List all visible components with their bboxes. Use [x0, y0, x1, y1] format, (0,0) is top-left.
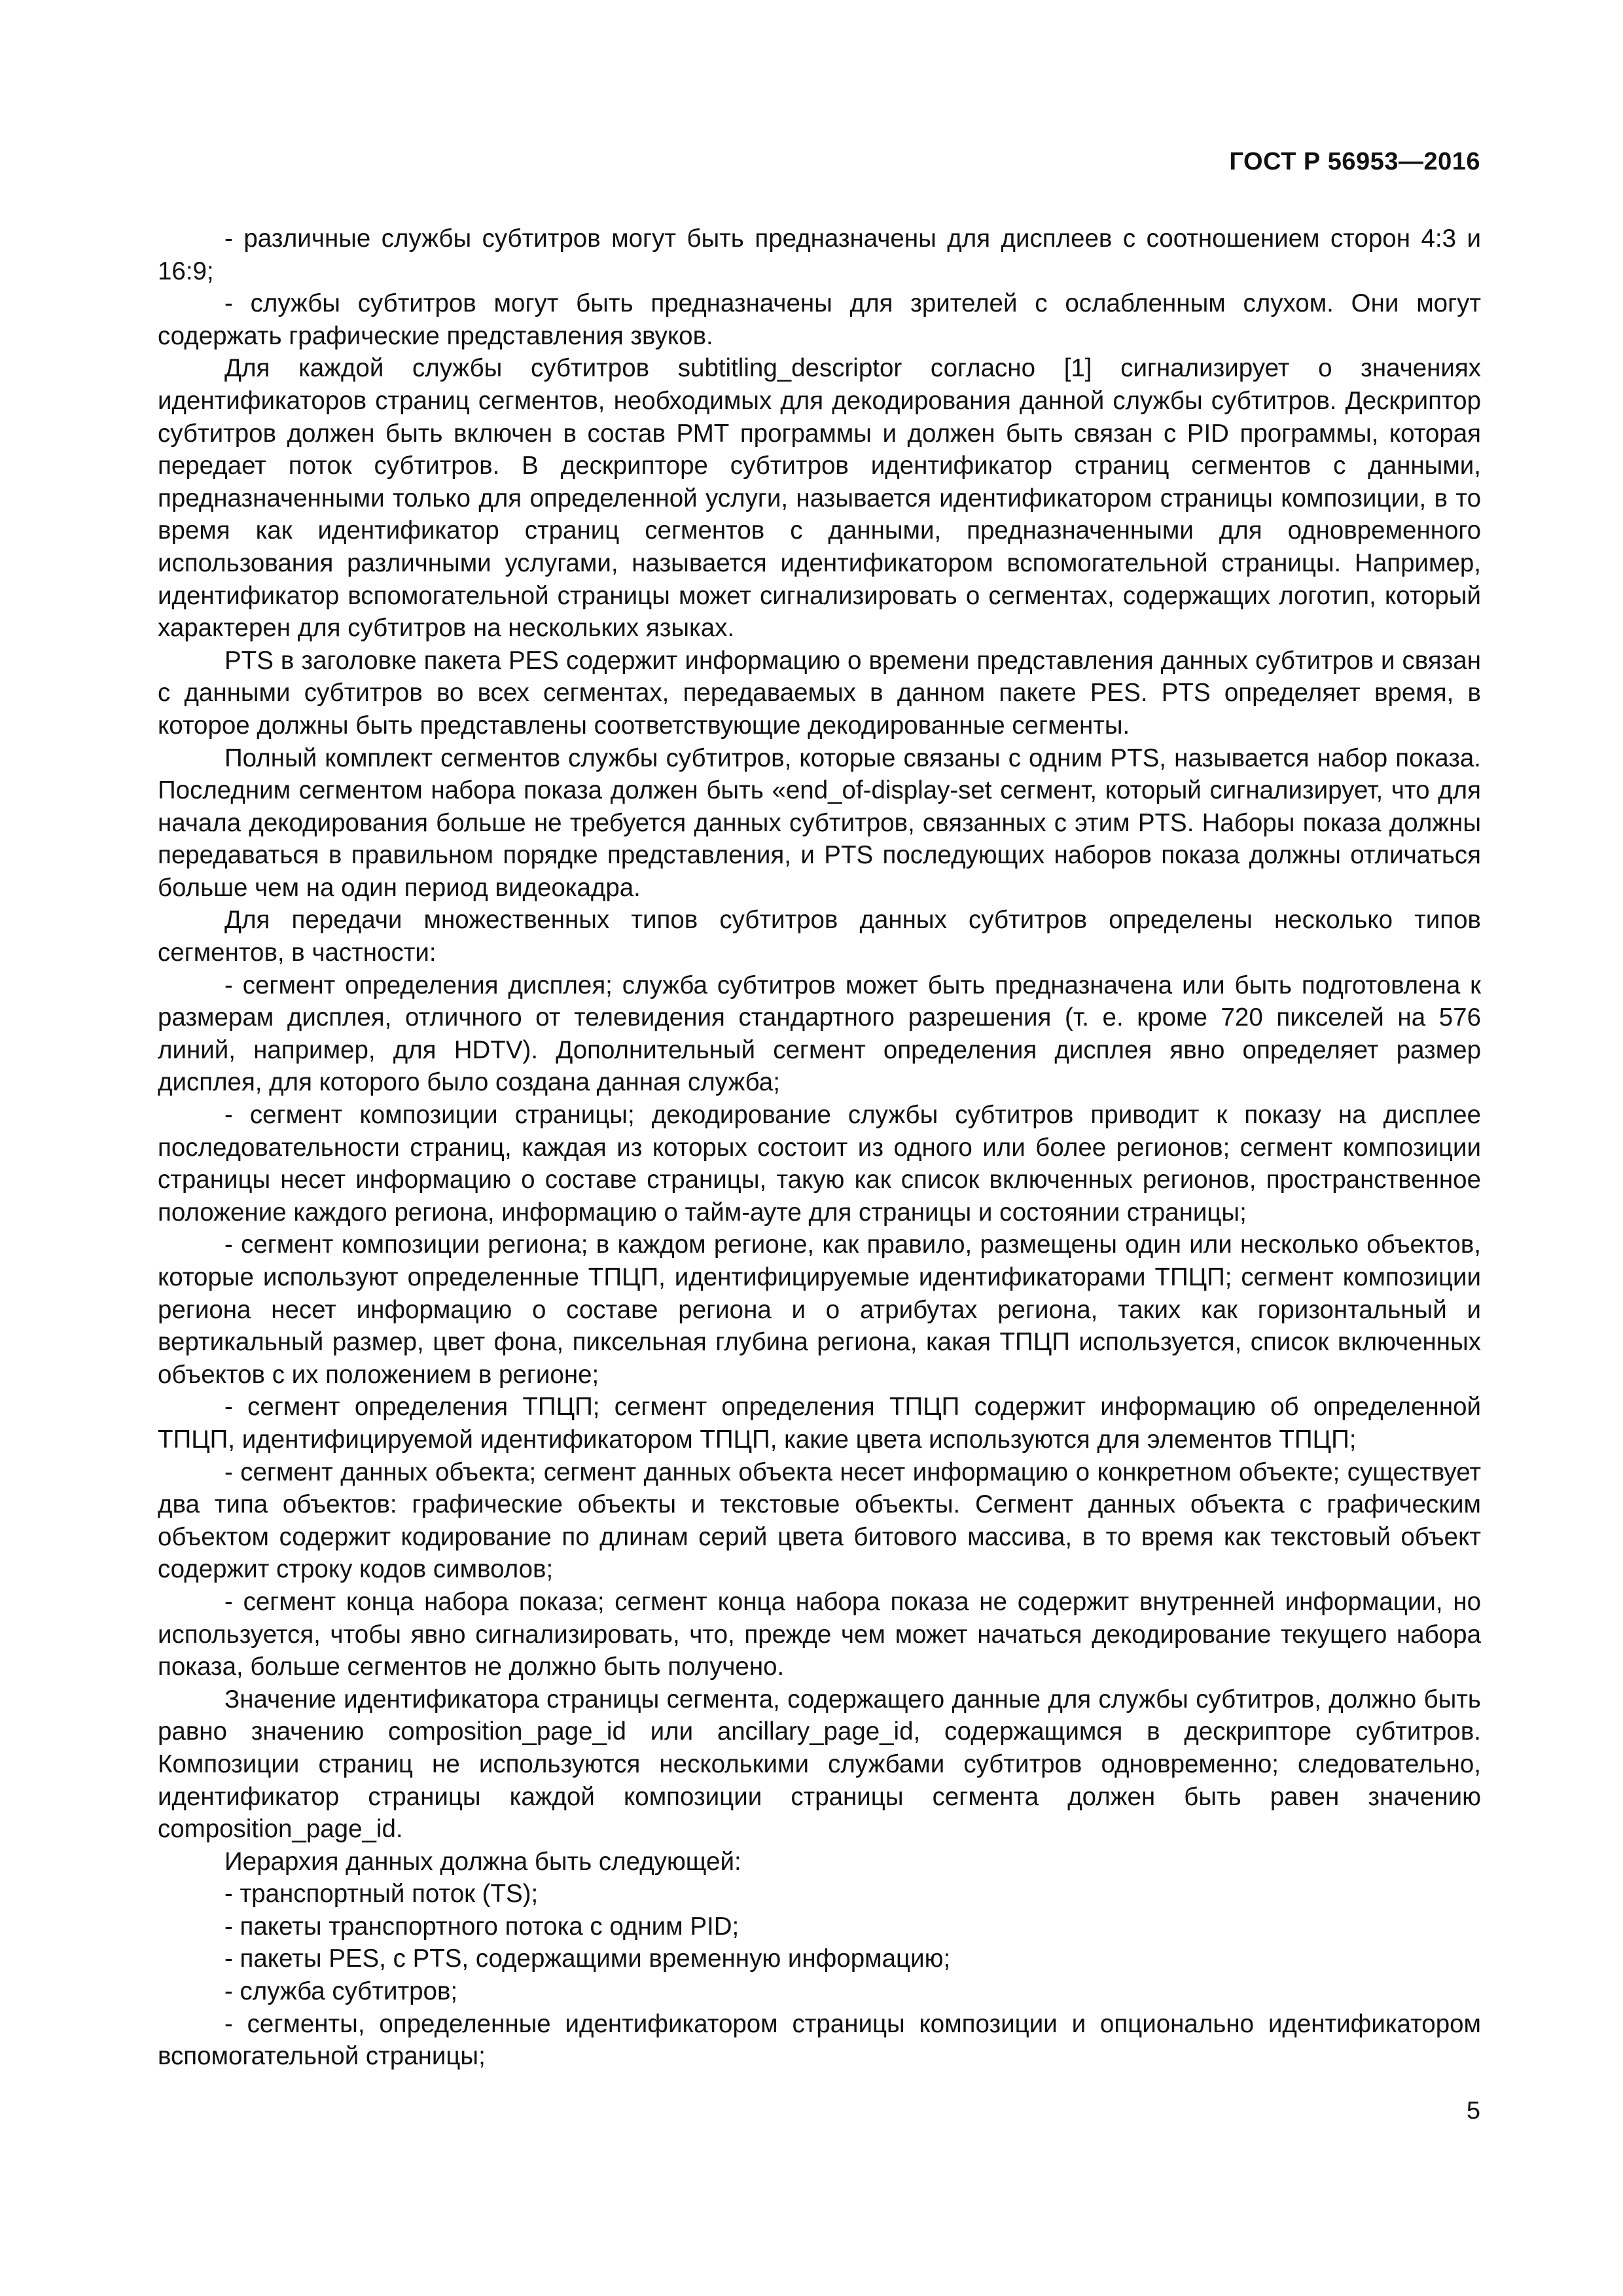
paragraph: - сегмент определения ТПЦП; сегмент определения ТПЦП содержит информацию об определенной ТПЦП, идентифицируемой идентификатором ТПЦП, какие цвета используются для элементов ТПЦП;	[158, 1393, 1481, 1454]
page-body	[158, 223, 1481, 2073]
paragraph: Полный комплект сегментов службы субтитров, которые связаны с одним PTS, называется набор показа. Последним сегментом набора показа должен быть «end_of-display-set сегмент, который сигнализирует, что для начала декодирования больше не требуется данных субтитров, связанных с этим PTS. Наборы показа должны передаваться в правильном порядке представления, и PTS последующих наборов показа должны отличаться больше чем на один период видеокадра.	[158, 744, 1481, 902]
page-header: ГОСТ Р 56953—2016	[1229, 148, 1480, 175]
paragraph: - сегмент определения дисплея; служба субтитров может быть предназначена или быть подготовлена к размерам дисплея, отличного от телевидения стандартного разрешения (т. е. кроме 720 пикселей на 576 линий, например, для HDTV). Дополнительный сегмент определения дисплея явно определяет размер дисплея, для которого было создана данная служба;	[158, 971, 1481, 1097]
paragraph: PTS в заголовке пакета PES содержит информацию о времени представления данных субтитров и связан с данными субтитров во всех сегментах, передаваемых в данном пакете PES. PTS определяет время, в которое должны быть представлены соответствующие декодированные сегменты.	[158, 646, 1481, 740]
paragraph: - служба субтитров;	[224, 1977, 458, 2006]
paragraph: - различные службы субтитров могут быть предназначены для дисплеев с соотношением сторон 4:3 и 16:9;	[158, 224, 1481, 285]
paragraph: - сегмент композиции страницы; декодирование службы субтитров приводит к показу на дисплее последовательности страниц, каждая из которых состоит из одного или более регионов; сегмент композиции страницы несет информацию о составе страницы, такую как список включенных регионов, пространственное положение каждого региона, информацию о тайм-ауте для страницы и состоянии страницы;	[158, 1101, 1481, 1227]
paragraph: Для каждой службы субтитров subtitling_descriptor согласно [1] сигнализирует о значениях идентификаторов страниц сегментов, необходимых для декодирования данной службы субтитров. Дескриптор субтитров должен быть включен в состав РМТ программы и должен быть связан с PID программы, которая передает поток субтитров. В дескрипторе субтитров идентификатор страниц сегментов с данными, предназначенными только для определенной услуги, называется идентификатором страницы композиции, в то время как идентификатор страниц сегментов с данными, предназначенными для одновременного использования различными услугами, называется идентификатором вспомогательной страницы. Например, идентификатор вспомогательной страницы может сигнализировать о сегментах, содержащих логотип, который характерен для субтитров на нескольких языках.	[158, 354, 1481, 643]
paragraph: - транспортный поток (TS);	[224, 1880, 539, 1909]
page-number: 5	[1466, 2097, 1480, 2125]
paragraph: - пакеты транспортного потока с одним PID;	[224, 1912, 740, 1941]
paragraph: - пакеты PES, с PTS, содержащими временную информацию;	[224, 1945, 951, 1973]
paragraph: Значение идентификатора страницы сегмента, содержащего данные для службы субтитров, должно быть равно значению composition_page_id или ancillary_page_id, содержащимся в дескрипторе субтитров. Композиции страниц не используются несколькими службами субтитров одновременно; следовательно, идентификатор страницы каждой композиции страницы сегмента должен быть равен значению composition_page_id.	[158, 1685, 1481, 1844]
paragraph: - сегмент данных объекта; сегмент данных объекта несет информацию о конкретном объекте; существует два типа объектов: графические объекты и текстовые объекты. Сегмент данных объекта с графическим объектом содержит кодирование по длинам серий цвета битового массива, в то время как текстовый объект содержит строку кодов символов;	[158, 1458, 1481, 1584]
paragraph: Иерархия данных должна быть следующей:	[224, 1847, 741, 1876]
paragraph: - сегменты, определенные идентификатором страницы композиции и опционально идентификатором вспомогательной страницы;	[158, 2009, 1481, 2071]
paragraph: - службы субтитров могут быть предназначены для зрителей с ослабленным слухом. Они могут содержать графические представления звуков.	[158, 289, 1481, 350]
paragraph: - сегмент композиции региона; в каждом регионе, как правило, размещены один или несколько объектов, которые используют определенные ТПЦП, идентифицируемые идентификаторами ТПЦП; сегмент композиции региона несет информацию о составе региона и о атрибутах региона, таких как горизонтальный и вертикальный размер, цвет фона, пиксельная глубина региона, какая ТПЦП используется, список включенных объектов с их положением в регионе;	[158, 1230, 1481, 1389]
paragraph: Для передачи множественных типов субтитров данных субтитров определены несколько типов сегментов, в частности:	[158, 906, 1481, 967]
paragraph: - сегмент конца набора показа; сегмент конца набора показа не содержит внутренней информации, но используется, чтобы явно сигнализировать, что, прежде чем может начаться декодирование текущего набора показа, больше сегментов не должно быть получено.	[158, 1587, 1481, 1681]
